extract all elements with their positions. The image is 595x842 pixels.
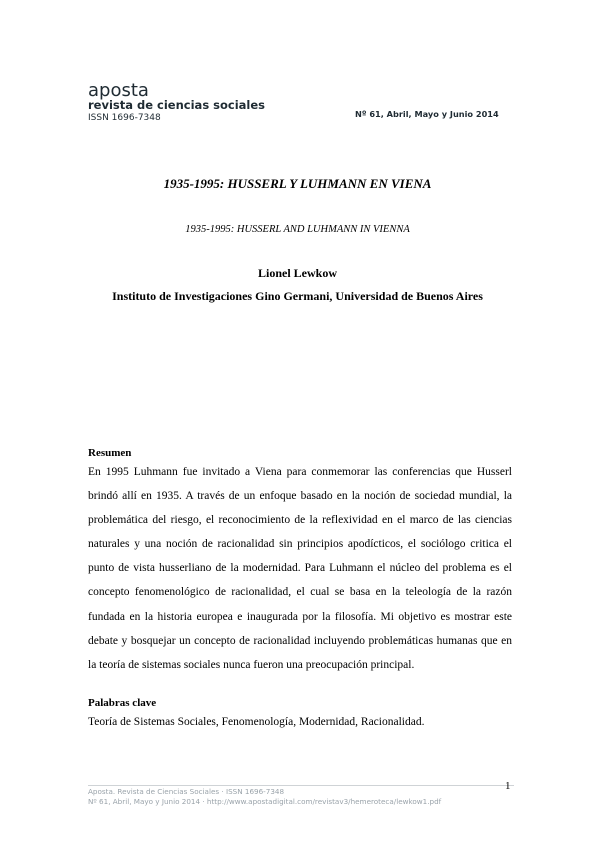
journal-name: aposta [88,80,149,101]
journal-subtitle: revista de ciencias sociales [88,98,266,112]
page-number: 1 [505,780,511,792]
abstract-heading: Resumen [88,447,132,459]
author-affiliation: Instituto de Investigaciones Gino Germani, Universidad de Buenos Aires [112,289,483,303]
author-name: Lionel Lewkow [257,266,337,280]
abstract-text: En 1995 Luhmann fue invitado a Viena para conmemorar las conferencias que Husserl brindó allí en 1935. A través de un enfoque basado en la noción de sociedad mundial, la problemática del riesgo, el reconocimiento de la reflexividad en el marco de las ciencias naturales y una noción de racionalidad sin principios apodícticos, el sociólogo critica el punto de vista husserliano de la modernidad. Para Luhmann el núcleo del problema es el concepto fenomenológico de racionalidad, el cual se basa en la teleología de la razón fundada en la historia europea e inaugurada por la filosofía. Mi objetivo es mostrar este debate y bosquejar un concepto de racionalidad incluyendo problemáticas humanas que en la teoría de sistemas sociales nunca fueron una preocupación principal. [88,466,512,671]
keywords-heading: Palabras clave [88,697,157,709]
keywords-text: Teoría de Sistemas Sociales, Fenomenología, Modernidad, Racionalidad. [88,716,425,728]
footer-url[interactable]: Nº 61, Abril, Mayo y Junio 2014 · http://www.apostadigital.com/revistav3/hemeroteca/lewkow1.pdf [88,797,442,806]
journal-issn: ISSN 1696-7348 [88,113,161,123]
footer-citation: Aposta. Revista de Ciencias Sociales · ISSN 1696-7348 [88,787,285,796]
article-title-english: 1935-1995: HUSSERL AND LUHMANN IN VIENNA [185,224,410,235]
article-title-spanish: 1935-1995: HUSSERL Y LUHMANN EN VIENA [163,176,432,191]
footer-divider [88,785,514,786]
issue-info: Nº 61, Abril, Mayo y Junio 2014 [355,109,499,119]
